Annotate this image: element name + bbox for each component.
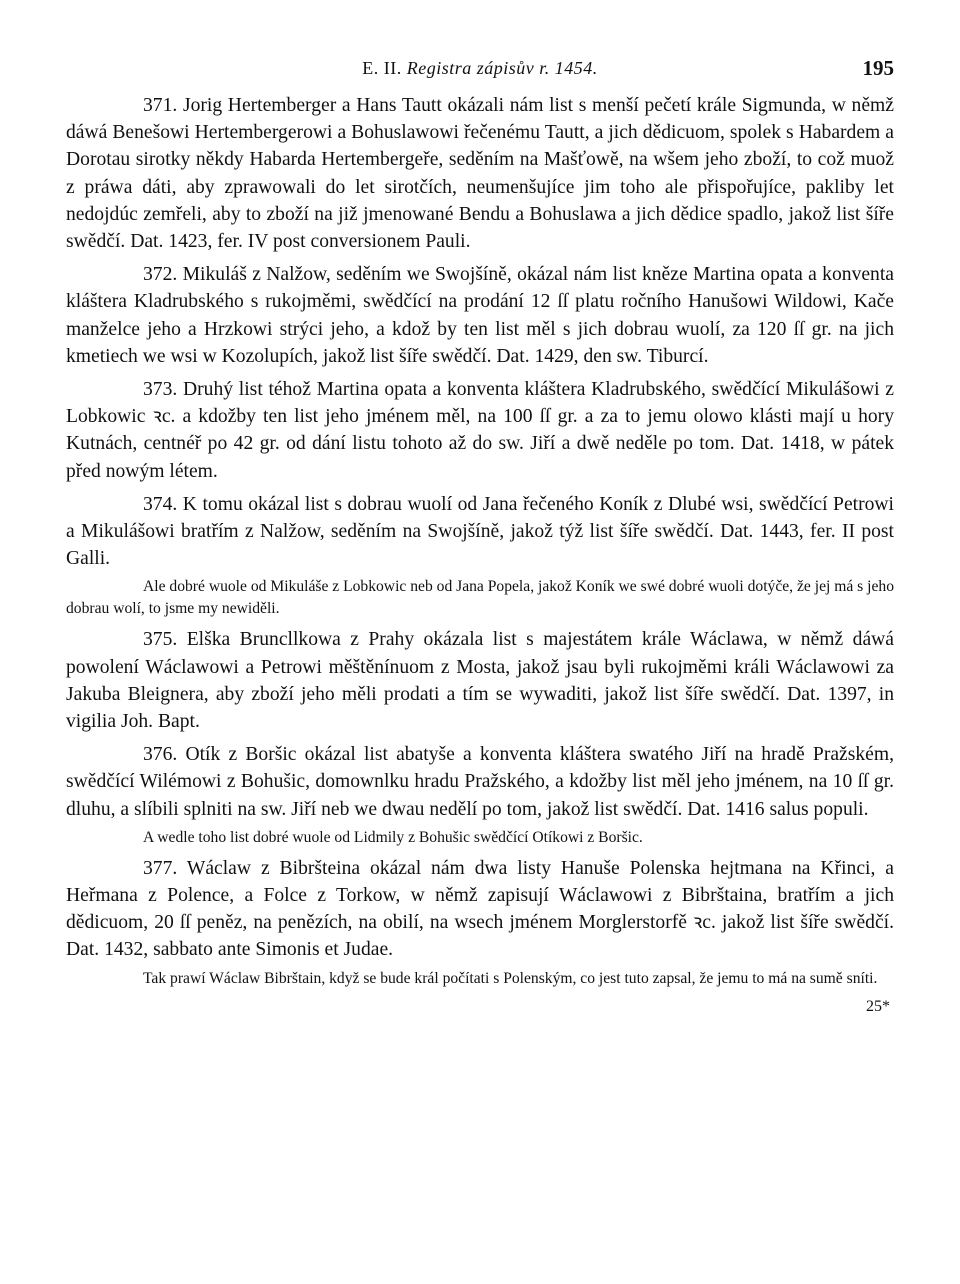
- entry-374: 374. K tomu okázal list s dobrau wuolí od Jana řečeného Koník z Dlubé wsi, swědčící Petrowi a Mikulášowi bratřím z Nalžow, seděním na Swojšíně, jakož týž list šíře swědčí. Dat. 1443, fer. II post Galli.: [66, 493, 894, 570]
- header-title-line: [66, 58, 894, 79]
- entry-371: 371. Jorig Hertemberger a Hans Tautt okázali nám list s menší pečetí krále Sigmunda, w němž dáwá Benešowi Hertembergerowi a Bohuslawowi řečenému Tautt, a jich dědicuom, spolek s Habardem a Dorotau sirotky někdy Habarda Hertembergeře, seděním na Mašťowě, na wšem jeho zboží, to což muož z práwa dáti, aby zprawowali do let sirotčích, neumenšujíce jim toho ale přispořujíce, pakliby let nedojdúc zemřeli, aby to zboží na již jmenowané Bendu a Bohuslawa a jich dědice spadlo, jakož list šíře swědčí. Dat. 1423, fer. IV post conversionem Pauli.: [66, 95, 894, 253]
- document-page: [66, 58, 894, 1016]
- entry-375: 375. Elška Bruncllkowa z Prahy okázala list s majestátem krále Wáclawa, w němž dáwá powolení Wáclawowi a Petrowi měštěnínuom z Mosta, jakož jsau byli rukojměmi králi Wáclawowi za Jakuba Bleignera, aby zboží jeho měli prodati a tím se wywaditi, jakož list šíře swědčí. Dat. 1397, in vigilia Joh. Bapt.: [66, 629, 894, 733]
- note-after-376: A wedle toho list dobré wuole od Lidmily z Bohušic swědčící Otíkowi z Boršic.: [143, 828, 643, 846]
- register-title: Registra zápisův r. 1454.: [406, 58, 598, 78]
- note-after-374: Ale dobré wuole od Mikuláše z Lobkowic neb od Jana Popela, jakož Koník we swé dobré wuoli dotýče, že jej má s jeho dobrau wolí, to jsme my newiděli.: [66, 578, 894, 618]
- collection-label: E. II.: [362, 58, 402, 78]
- entry-372: 372. Mikuláš z Nalžow, seděním we Swojšíně, okázal nám list kněze Martina opata a konventa kláštera Kladrubského s rukojměmi, swědčící na prodání 12 ſſ platu ročního Hanušowi Wildowi, Kače manželce jeho a Hrzkowi strýci jeho, a kdož by ten list měl s jich dobrau wuolí, za 120 ſſ gr. na jich kmetiech we wsi w Kozolupích, jakož list šíře swědčí. Dat. 1429, den sw. Tiburcí.: [66, 264, 894, 367]
- entry-376: 376. Otík z Boršic okázal list abatyše a konventa kláštera swatého Jiří na hradě Pražském, swědčící Wilémowi z Bohušic, domownlku hradu Pražského, a kdožby list měl jeho jménem, na 10 ſſ gr. dluhu, a slíbili splniti na sw. Jiří neb we dwau nedělí po tom, jakož list swědčí. Dat. 1416 salus populi.: [66, 744, 894, 820]
- note-after-377: Tak prawí Wáclaw Bibrštain, když se bude král počítati s Polenským, co jest tuto zapsal, že jemu to má na sumě sníti.: [143, 969, 878, 987]
- page-number: 195: [862, 56, 894, 80]
- entry-377: 377. Wáclaw z Bibršteina okázal nám dwa listy Hanuše Polenska hejtmana na Křinci, a Heřmana z Polence, a Folce z Torkow, w němž zapisují Wáclawowi z Bibrštaina, bratřím a jich dědicuom, 20 ſſ peněz, na penězích, na obilí, na wsech jménem Morglerstorfě ꝛc. jakož list šíře swědčí. Dat. 1432, sabbato ante Simonis et Judae.: [66, 857, 894, 961]
- entry-373: 373. Druhý list téhož Martina opata a konventa kláštera Kladrubského, swědčící Mikulášowi z Lobkowic ꝛc. a kdožby ten list jeho jménem měl, na 100 ſſ gr. a za to jemu olowo klásti mají u hory Kutnách, centnéř po 42 gr. od dání listu tohoto až do sw. Jiří a dwě neděle po tom. Dat. 1418, w pátek před nowým létem.: [66, 379, 894, 482]
- signature-mark: 25*: [866, 997, 890, 1015]
- running-header: [66, 58, 894, 92]
